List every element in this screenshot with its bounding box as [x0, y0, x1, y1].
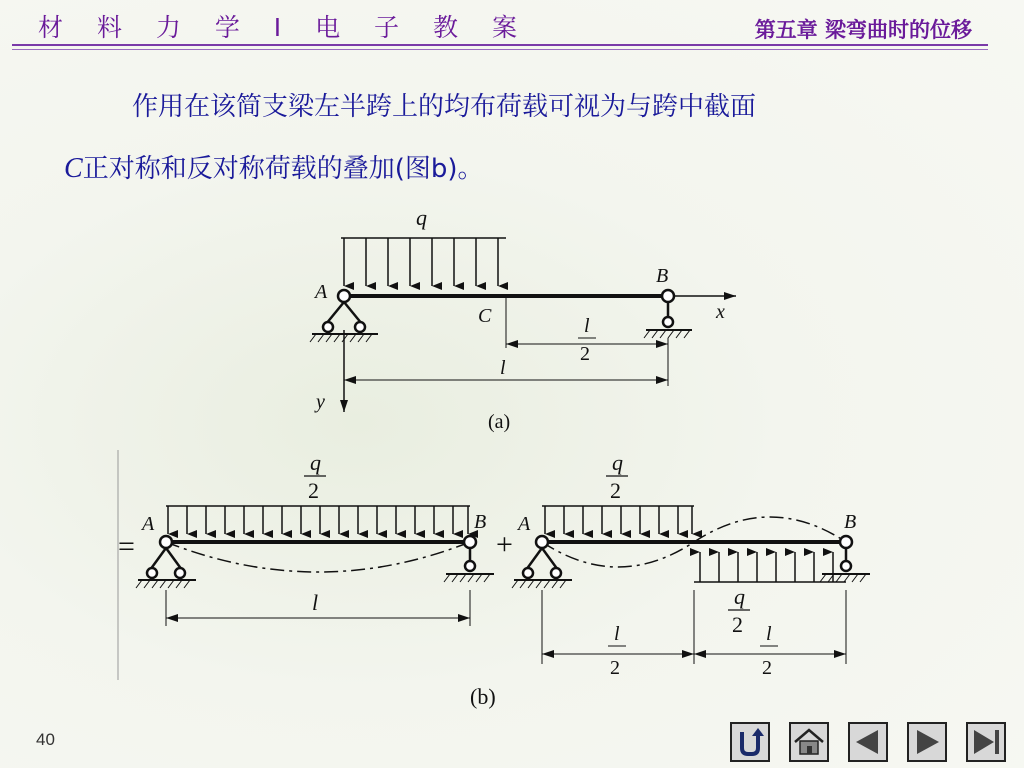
- page-number: 40: [36, 730, 55, 749]
- paragraph-text-2: 正对称和反对称荷载的叠加(图b)。: [82, 154, 484, 184]
- left-load-denominator: 2: [308, 478, 319, 503]
- right-point-a-label: A: [518, 513, 531, 535]
- point-c-label: C: [478, 305, 492, 327]
- left-span-label: l: [312, 590, 319, 615]
- dim1-numerator: l: [614, 623, 620, 645]
- chapter-title: 第五章 梁弯曲时的位移: [754, 18, 972, 42]
- y-axis-label: y: [316, 391, 325, 413]
- span-label: l: [500, 357, 506, 379]
- left-point-b-label: B: [474, 511, 487, 533]
- antisymmetric-load-down: [542, 506, 694, 534]
- x-axis-label: x: [716, 301, 725, 323]
- half-span-numerator: l: [584, 315, 590, 337]
- return-button[interactable]: [730, 722, 770, 762]
- paragraph-text-1: 作用在该简支梁左半跨上的均布荷载可视为与跨中截面: [132, 92, 757, 122]
- next-button[interactable]: [907, 722, 947, 762]
- caption-b: (b): [470, 684, 496, 709]
- point-a-label: A: [315, 281, 328, 303]
- up-load-numerator: q: [734, 584, 745, 609]
- load-q-label: q: [416, 205, 427, 230]
- dim1-denominator: 2: [610, 657, 620, 679]
- dimension-right-halves: [542, 590, 846, 664]
- point-b-label: B: [656, 265, 669, 287]
- last-button[interactable]: [966, 722, 1006, 762]
- right-load-denominator: 2: [610, 478, 621, 503]
- equals-sign: =: [118, 530, 135, 563]
- right-load-numerator: q: [612, 450, 623, 475]
- deflection-curve-left: [166, 542, 470, 572]
- previous-button[interactable]: [848, 722, 888, 762]
- left-point-a-label: A: [142, 513, 155, 535]
- home-button[interactable]: [789, 722, 829, 762]
- dim2-numerator: l: [766, 623, 772, 645]
- caption-a: (a): [488, 411, 511, 433]
- half-span-denominator: 2: [580, 343, 590, 365]
- left-load-numerator: q: [310, 450, 321, 475]
- right-point-b-label: B: [844, 511, 857, 533]
- course-title: 材 料 力 学 Ⅰ 电 子 教 案: [38, 13, 530, 42]
- symmetric-load-left: [166, 506, 470, 534]
- section-c-variable: C: [64, 153, 83, 184]
- plus-sign: +: [496, 528, 513, 561]
- dim2-denominator: 2: [762, 657, 772, 679]
- up-load-denominator: 2: [732, 612, 743, 637]
